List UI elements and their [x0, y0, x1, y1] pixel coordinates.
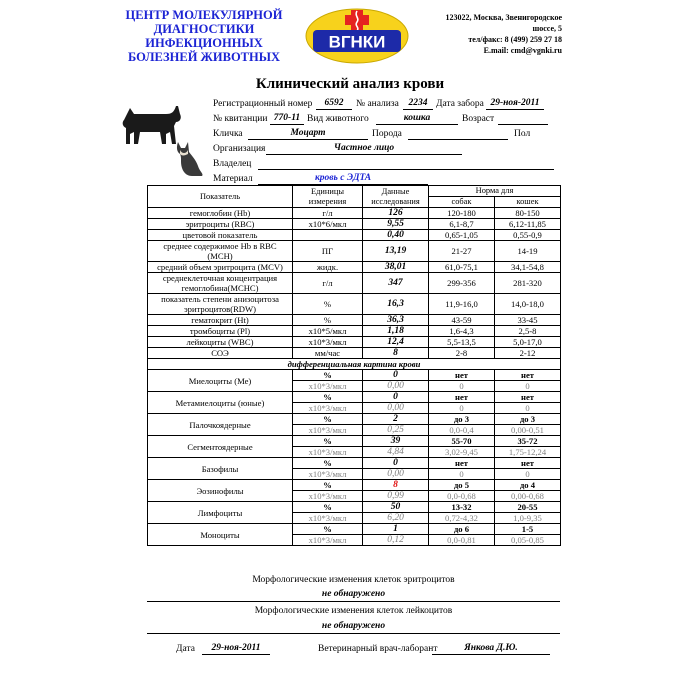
param-name: среднее содержимое Hb в RBC (MCH) [148, 241, 293, 262]
cell-type-name: Сегментоядерные [148, 436, 293, 458]
table-row [148, 230, 561, 241]
norm-cat-cell: 2-12 [495, 348, 561, 359]
cell-type-name: Эозинофилы [148, 480, 293, 502]
owner-label: Владелец [213, 159, 252, 169]
absolute-norm-cat: 0,00-0,68 [495, 491, 561, 502]
norm-cat-cell: 14,0-18,0 [495, 294, 561, 315]
header-norm: Норма для [429, 186, 561, 197]
cell-type-name: Миелоциты (Ме) [148, 370, 293, 392]
table-row [148, 326, 561, 337]
absolute-value-cell: 0,00 [363, 469, 429, 480]
divider [147, 633, 560, 634]
norm-cat-cell: 2,5-8 [495, 326, 561, 337]
value-cell: 38,01 [363, 262, 429, 273]
absolute-norm-cat: 0 [495, 381, 561, 392]
analysis-number-value: 2234 [403, 98, 433, 110]
percent-unit-cell: % [293, 458, 363, 469]
age-field-line [498, 113, 548, 125]
norm-dog-cell: 2-8 [429, 348, 495, 359]
absolute-unit-cell: x10*3/мкл [293, 469, 363, 480]
percent-unit-cell: % [293, 392, 363, 403]
norm-cat-cell: 33-45 [495, 315, 561, 326]
norm-cat-cell: 80-150 [495, 208, 561, 219]
percent-norm-dog: до 5 [429, 480, 495, 491]
cell-type-name: Палочкоядерные [148, 414, 293, 436]
absolute-norm-dog: 0 [429, 381, 495, 392]
absolute-unit-cell: x10*3/мкл [293, 403, 363, 414]
percent-value-cell: 0 [363, 392, 429, 403]
norm-dog-cell: 21-27 [429, 241, 495, 262]
norm-dog-cell: 43-59 [429, 315, 495, 326]
percent-norm-cat: нет [495, 458, 561, 469]
table-row [148, 262, 561, 273]
absolute-value-cell: 0,99 [363, 491, 429, 502]
reg-number-label: Регистрационный номер [213, 99, 313, 109]
cell-type-name: Моноциты [148, 524, 293, 546]
unit-cell: x10*3/мкл [293, 337, 363, 348]
organization-value: Частное лицо [266, 143, 462, 155]
reg-number-value: 6592 [316, 98, 352, 110]
absolute-value-cell: 0,00 [363, 381, 429, 392]
divider [147, 601, 560, 602]
diff-title: дифференциальная картина крови [148, 359, 561, 370]
absolute-norm-dog: 0,0-0,81 [429, 535, 495, 546]
percent-unit-cell: % [293, 480, 363, 491]
table-row [148, 392, 561, 403]
absolute-norm-cat: 0 [495, 469, 561, 480]
absolute-norm-cat: 0 [495, 403, 561, 414]
percent-norm-cat: нет [495, 392, 561, 403]
table-row [148, 370, 561, 381]
header-cats: кошек [495, 197, 561, 208]
table-row [148, 294, 561, 315]
percent-norm-dog: нет [429, 392, 495, 403]
percent-value-cell: 0 [363, 458, 429, 469]
address-line: 123022, Москва, Звенигородское [445, 13, 562, 22]
norm-dog-cell: 5,5-13,5 [429, 337, 495, 348]
absolute-unit-cell: x10*3/мкл [293, 491, 363, 502]
norm-dog-cell: 299-356 [429, 273, 495, 294]
material-label: Материал [213, 174, 253, 184]
param-name: гематокрит (Ht) [148, 315, 293, 326]
percent-unit-cell: % [293, 436, 363, 447]
value-cell: 0,40 [363, 230, 429, 241]
absolute-norm-dog: 0,0-0,68 [429, 491, 495, 502]
percent-unit-cell: % [293, 370, 363, 381]
unit-cell: % [293, 294, 363, 315]
table-row [148, 480, 561, 491]
percent-norm-cat: 35-72 [495, 436, 561, 447]
percent-norm-dog: до 6 [429, 524, 495, 535]
value-cell: 8 [363, 348, 429, 359]
percent-norm-dog: 55-70 [429, 436, 495, 447]
table-row [148, 337, 561, 348]
norm-cat-cell: 14-19 [495, 241, 561, 262]
percent-value-cell: 50 [363, 502, 429, 513]
header-units: Единицы измерения [293, 186, 363, 208]
cell-type-name: Базофилы [148, 458, 293, 480]
percent-norm-cat: 1-5 [495, 524, 561, 535]
param-name: цветовой показатель [148, 230, 293, 241]
doctor-label: Ветеринарный врач-лаборант [318, 644, 438, 654]
norm-cat-cell: 6,12-11,85 [495, 219, 561, 230]
percent-value-cell: 0 [363, 370, 429, 381]
absolute-norm-cat: 0,05-0,85 [495, 535, 561, 546]
analysis-number-label: № анализа [356, 99, 399, 109]
norm-dog-cell: 0,65-1,05 [429, 230, 495, 241]
unit-cell: ПГ [293, 241, 363, 262]
org-line: БОЛЕЗНЕЙ ЖИВОТНЫХ [127, 50, 281, 64]
absolute-norm-cat: 0,00-0,51 [495, 425, 561, 436]
organization-name [112, 8, 296, 64]
unit-cell: % [293, 315, 363, 326]
table-row [148, 208, 561, 219]
value-cell: 12,4 [363, 337, 429, 348]
param-name: тромбоциты (Pl) [148, 326, 293, 337]
species-value: кошка [376, 113, 458, 125]
norm-dog-cell: 6,1-8,7 [429, 219, 495, 230]
absolute-norm-dog: 0 [429, 403, 495, 414]
absolute-unit-cell: x10*3/мкл [293, 381, 363, 392]
percent-norm-cat: нет [495, 370, 561, 381]
footer-date-label: Дата [176, 644, 195, 654]
percent-norm-cat: 20-55 [495, 502, 561, 513]
value-cell: 16,3 [363, 294, 429, 315]
table-row [148, 241, 561, 262]
sex-label: Пол [514, 129, 531, 139]
header-dogs: собак [429, 197, 495, 208]
absolute-unit-cell: x10*3/мкл [293, 425, 363, 436]
norm-cat-cell: 5,0-17,0 [495, 337, 561, 348]
rbc-morphology-value: не обнаружено [321, 589, 386, 599]
value-cell: 36,3 [363, 315, 429, 326]
absolute-value-cell: 4,84 [363, 447, 429, 458]
unit-cell: г/л [293, 208, 363, 219]
table-row [148, 315, 561, 326]
absolute-unit-cell: x10*3/мкл [293, 447, 363, 458]
percent-unit-cell: % [293, 502, 363, 513]
rbc-morphology-label: Морфологические изменения клеток эритроцитов [252, 575, 455, 585]
unit-cell: мм/час [293, 348, 363, 359]
percent-norm-dog: 13-32 [429, 502, 495, 513]
norm-cat-cell: 34,1-54,8 [495, 262, 561, 273]
unit-cell: x10*5/мкл [293, 326, 363, 337]
param-name: эритроциты (RBC) [148, 219, 293, 230]
unit-cell [293, 230, 363, 241]
header-data: Данные исследования [363, 186, 429, 208]
absolute-norm-cat: 1,75-12,24 [495, 447, 561, 458]
table-row [148, 414, 561, 425]
owner-field-line [258, 158, 554, 170]
param-name: показатель степени анизоцитоза эритроцитов(RDW) [148, 294, 293, 315]
org-line: ИНФЕКЦИОННЫХ [145, 36, 263, 50]
percent-unit-cell: % [293, 524, 363, 535]
table-row [148, 502, 561, 513]
value-cell: 9,55 [363, 219, 429, 230]
collection-date-label: Дата забора [436, 99, 484, 109]
norm-dog-cell: 11,9-16,0 [429, 294, 495, 315]
species-label: Вид животного [307, 114, 369, 124]
table-row [148, 273, 561, 294]
address-block [410, 12, 562, 56]
receipt-number-value: 770-11 [270, 113, 304, 125]
percent-unit-cell: % [293, 414, 363, 425]
table-row [148, 436, 561, 447]
nickname-label: Кличка [213, 129, 243, 139]
percent-norm-dog: до 3 [429, 414, 495, 425]
absolute-norm-dog: 0,0-0,4 [429, 425, 495, 436]
address-line: шоссе, 5 [532, 24, 562, 33]
absolute-norm-cat: 1,0-9,35 [495, 513, 561, 524]
table-row [148, 219, 561, 230]
param-name: средний объем эритроцита (MCV) [148, 262, 293, 273]
wbc-morphology-label: Морфологические изменения клеток лейкоцитов [254, 606, 453, 616]
age-label: Возраст [462, 114, 495, 124]
norm-cat-cell: 0,55-0,9 [495, 230, 561, 241]
param-name: среднеклеточная концентрация гемоглобина(MCHC) [148, 273, 293, 294]
results-table [147, 185, 561, 546]
wbc-morphology-value: не обнаружено [321, 621, 386, 631]
cell-type-name: Метамиелоциты (юные) [148, 392, 293, 414]
absolute-norm-dog: 3,02-9,45 [429, 447, 495, 458]
param-name: лейкоциты (WBC) [148, 337, 293, 348]
absolute-unit-cell: x10*3/мкл [293, 513, 363, 524]
percent-value-cell: 1 [363, 524, 429, 535]
receipt-number-label: № квитанции [213, 114, 268, 124]
absolute-value-cell: 0,00 [363, 403, 429, 414]
norm-dog-cell: 61,0-75,1 [429, 262, 495, 273]
value-cell: 1,18 [363, 326, 429, 337]
org-line: ЦЕНТР МОЛЕКУЛЯРНОЙ [125, 8, 283, 22]
absolute-value-cell: 0,25 [363, 425, 429, 436]
table-row [148, 458, 561, 469]
org-line: ДИАГНОСТИКИ [153, 22, 255, 36]
address-line: E.mail: cmd@vgnki.ru [483, 46, 562, 55]
absolute-norm-dog: 0,72-4,32 [429, 513, 495, 524]
cell-type-name: Лимфоциты [148, 502, 293, 524]
collection-date-value: 29-ноя-2011 [486, 98, 544, 110]
document-title: Клинический анализ крови [255, 76, 445, 92]
absolute-value-cell: 0,12 [363, 535, 429, 546]
unit-cell: г/л [293, 273, 363, 294]
param-name: СОЭ [148, 348, 293, 359]
breed-field-line [408, 128, 508, 140]
absolute-unit-cell: x10*3/мкл [293, 535, 363, 546]
breed-label: Порода [372, 129, 402, 139]
percent-norm-cat: до 3 [495, 414, 561, 425]
value-cell: 126 [363, 208, 429, 219]
unit-cell: жидк. [293, 262, 363, 273]
organization-label: Организация [213, 144, 266, 154]
percent-value-cell: 2 [363, 414, 429, 425]
norm-dog-cell: 120-180 [429, 208, 495, 219]
unit-cell: x10*6/мкл [293, 219, 363, 230]
norm-dog-cell: 1,6-4,3 [429, 326, 495, 337]
table-row [148, 524, 561, 535]
percent-norm-cat: до 4 [495, 480, 561, 491]
material-value: кровь с ЭДТА [258, 173, 428, 185]
table-row [148, 348, 561, 359]
norm-cat-cell: 281-320 [495, 273, 561, 294]
percent-value-cell: 39 [363, 436, 429, 447]
header-param: Показатель [148, 186, 293, 208]
doctor-value: Янкова Д.Ю. [432, 643, 550, 655]
value-cell: 347 [363, 273, 429, 294]
nickname-value: Моцарт [248, 128, 368, 140]
footer-date-value: 29-ноя-2011 [202, 643, 270, 655]
percent-norm-dog: нет [429, 370, 495, 381]
percent-norm-dog: нет [429, 458, 495, 469]
param-name: гемоглобин (Hb) [148, 208, 293, 219]
value-cell: 13,19 [363, 241, 429, 262]
logo-text: ВГНКИ [328, 32, 386, 52]
absolute-value-cell: 6,20 [363, 513, 429, 524]
vgnki-logo [305, 8, 409, 64]
percent-value-cell: 8 [363, 480, 429, 491]
address-line: тел/факс: 8 (499) 259 27 18 [468, 35, 562, 44]
absolute-norm-dog: 0 [429, 469, 495, 480]
cat-icon [172, 138, 206, 178]
